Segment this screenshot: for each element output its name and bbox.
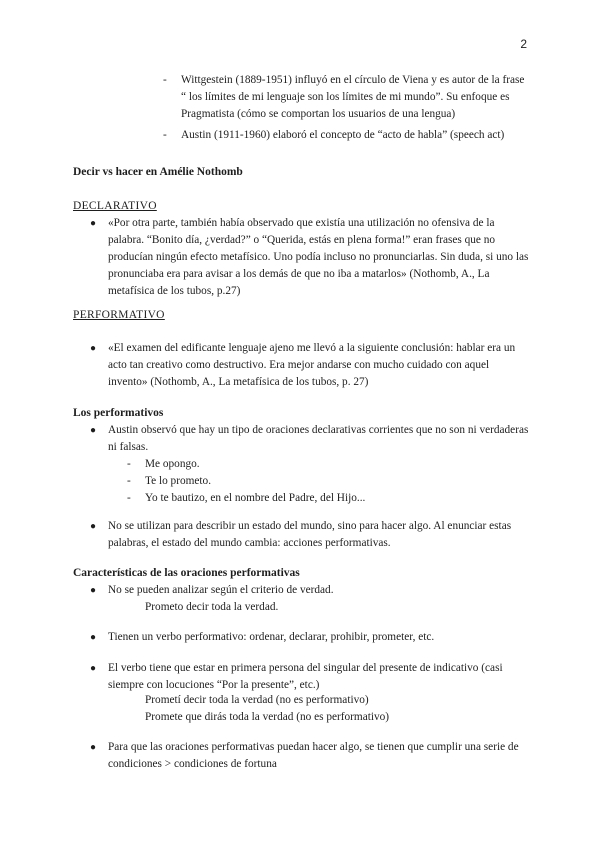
dash-marker: - — [127, 492, 131, 504]
list-item — [163, 127, 528, 144]
example-text: Yo te bautizo, en el nombre del Padre, del Hijo... — [145, 492, 366, 504]
declarativo-quote — [90, 215, 530, 300]
dash-marker: - — [127, 475, 131, 487]
example-text: Me opongo. — [145, 458, 200, 470]
performativo-label: PERFORMATIVO — [73, 309, 165, 321]
list-item — [90, 660, 530, 694]
section-heading-performativos: Los performativos — [73, 407, 164, 419]
example-text: Prometí decir toda la verdad (no es performativo) — [145, 694, 369, 706]
bullet-marker: ● — [90, 218, 97, 229]
list-item-text: No se utilizan para describir un estado del mundo, sino para hacer algo. Al enunciar estas palabras, el estado del mundo cambia: acciones performativas. — [108, 520, 512, 549]
quote-text: «El examen del edificante lenguaje ajeno me llevó a la siguiente conclusión: hablar era un acto tan creativo como destructivo. Era mejor andarse con mucho cuidado con aquel invento» (Nothomb, A., La metafísica de los tubos, p. 27) — [108, 342, 516, 388]
example-item — [127, 473, 211, 490]
bullet-marker: ● — [90, 632, 97, 643]
dash-marker: - — [163, 129, 167, 141]
example-item — [127, 456, 200, 473]
example-text: Prometo decir toda la verdad. — [145, 601, 279, 613]
performativo-quote — [90, 340, 530, 391]
bullet-marker: ● — [90, 425, 97, 436]
bullet-marker: ● — [90, 663, 97, 674]
list-item — [90, 518, 530, 552]
bullet-marker: ● — [90, 742, 97, 753]
list-item-text: Austin observó que hay un tipo de oraciones declarativas corrientes que no son ni verdaderas ni falsas. — [108, 424, 529, 453]
list-item — [90, 739, 530, 773]
list-item — [163, 72, 528, 123]
example-item — [127, 490, 365, 507]
bullet-marker: ● — [90, 585, 97, 596]
list-item — [90, 422, 530, 456]
list-item-text: Austin (1911-1960) elaboró el concepto de “acto de habla” (speech act) — [181, 129, 505, 141]
dash-marker: - — [127, 458, 131, 470]
declarativo-label: DECLARATIVO — [73, 200, 157, 212]
list-item-text: El verbo tiene que estar en primera persona del singular del presente de indicativo (casi siempre con locuciones “Por la presente”, etc.) — [108, 662, 503, 691]
section-heading-caracteristicas: Características de las oraciones performativas — [73, 567, 300, 579]
dash-marker: - — [163, 74, 167, 86]
list-item-text: Wittgestein (1889-1951) influyó en el círculo de Viena y es autor de la frase “ los límites de mi lenguaje son los límites de mi mundo”. Su enfoque es Pragmatista (cómo se comportan los usuarios de una lengua) — [181, 74, 525, 120]
list-item — [90, 629, 530, 646]
list-item — [90, 582, 530, 599]
example-text: Promete que dirás toda la verdad (no es performativo) — [145, 711, 390, 723]
quote-text: «Por otra parte, también había observado que existía una utilización no ofensiva de la palabra. “Bonito día, ¿verdad?” o “Querida, estás en plena forma!” eran frases que no producían ningún efecto metafísico. Uno podía incluso no pronunciarlas. Sin duda, si uno las pronunciaba era para avisar a los demás de que no iba a matarlos» (Nothomb, A., La metafísica de los tubos, p.27) — [108, 217, 529, 297]
list-item-text: Para que las oraciones performativas puedan hacer algo, se tienen que cumplir una serie de condiciones > condiciones de fortuna — [108, 741, 519, 770]
page-number: 2 — [520, 37, 527, 51]
section-heading-decir-vs-hacer: Decir vs hacer en Amélie Nothomb — [73, 166, 243, 178]
bullet-marker: ● — [90, 343, 97, 354]
bullet-marker: ● — [90, 521, 97, 532]
example-text: Te lo prometo. — [145, 475, 212, 487]
list-item-text: No se pueden analizar según el criterio de verdad. — [108, 584, 334, 596]
list-item-text: Tienen un verbo performativo: ordenar, declarar, prohibir, prometer, etc. — [108, 631, 435, 643]
